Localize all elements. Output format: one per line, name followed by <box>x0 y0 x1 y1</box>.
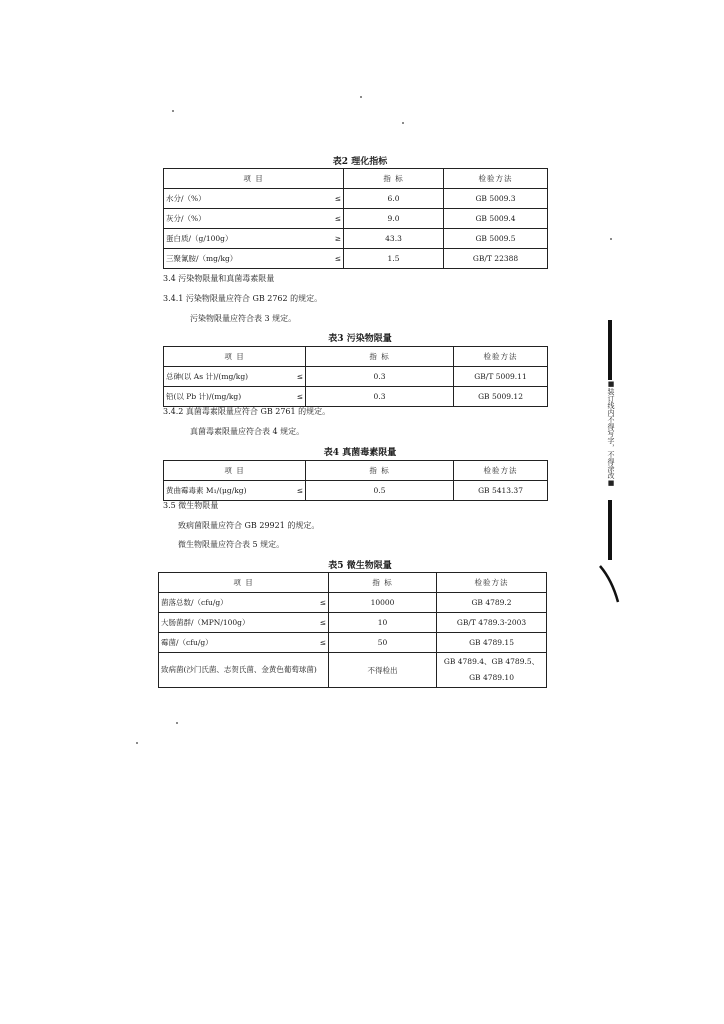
col-header-item: 项 目 <box>159 573 329 593</box>
row-value: 9.0 <box>344 209 444 229</box>
table-row <box>164 481 548 501</box>
row-item: 大肠菌群/（MPN/100g） <box>159 613 299 633</box>
row-method: GB 4789.4、GB 4789.5、GB 4789.10 <box>437 653 547 688</box>
row-item: 致病菌(沙门氏菌、志贺氏菌、金黄色葡萄球菌) <box>159 653 329 688</box>
row-item: 黄曲霉毒素 M₁/(μg/kg) <box>164 481 284 501</box>
section-3-4-1: 3.4.1 污染物限量应符合 GB 2762 的规定。 <box>163 294 323 303</box>
section-3-4-2-note: 真菌毒素限量应符合表 4 规定。 <box>190 427 305 436</box>
row-value: 不得检出 <box>329 653 437 688</box>
row-symbol: ≤ <box>314 209 344 229</box>
table-row <box>164 189 548 209</box>
row-method: GB 5009.3 <box>444 189 548 209</box>
col-header-method: 检验方法 <box>444 169 548 189</box>
scan-speck <box>610 238 612 240</box>
table-row <box>164 249 548 269</box>
row-item: 菌落总数/（cfu/g） <box>159 593 299 613</box>
table2-physicochemical <box>163 168 548 269</box>
section-3-4-1-note: 污染物限量应符合表 3 规定。 <box>190 314 297 323</box>
table2-caption: 表2 理化指标 <box>332 157 388 167</box>
row-method: GB/T 5009.11 <box>454 367 548 387</box>
row-item: 蛋白质/（g/100g） <box>164 229 314 249</box>
binding-bar-bottom <box>608 500 612 560</box>
row-symbol: ≤ <box>314 249 344 269</box>
row-method: GB/T 4789.3-2003 <box>437 613 547 633</box>
row-value: 0.3 <box>306 387 454 407</box>
row-symbol: ≤ <box>284 481 306 501</box>
row-method: GB 5009.4 <box>444 209 548 229</box>
row-symbol: ≤ <box>284 367 306 387</box>
col-header-index: 指 标 <box>306 461 454 481</box>
row-value: 0.5 <box>306 481 454 501</box>
binding-margin-text: ■装订线内不得写字，不得涂改■ <box>607 380 615 487</box>
table3-caption: 表3 污染物限量 <box>328 334 392 344</box>
row-value: 10 <box>329 613 437 633</box>
section-3-4-2: 3.4.2 真菌毒素限量应符合 GB 2761 的规定。 <box>163 407 331 416</box>
table-row <box>159 653 547 688</box>
table3-contaminants <box>163 346 548 407</box>
table-row <box>164 209 548 229</box>
row-item: 铅(以 Pb 计)/(mg/kg) <box>164 387 284 407</box>
row-value: 10000 <box>329 593 437 613</box>
table-row <box>164 367 548 387</box>
row-symbol: ≤ <box>299 593 329 613</box>
row-item: 总砷(以 As 计)/(mg/kg) <box>164 367 284 387</box>
col-header-item: 项 目 <box>164 461 306 481</box>
row-value: 50 <box>329 633 437 653</box>
table5-caption: 表5 微生物限量 <box>328 561 392 571</box>
col-header-method: 检验方法 <box>454 461 548 481</box>
row-item: 霉菌/（cfu/g） <box>159 633 299 653</box>
row-symbol: ≤ <box>314 189 344 209</box>
table4-caption: 表4 真菌毒素限量 <box>323 448 397 458</box>
row-item: 三聚氰胺/（mg/kg） <box>164 249 314 269</box>
row-value: 43.3 <box>344 229 444 249</box>
row-method: GB 5009.12 <box>454 387 548 407</box>
row-method: GB 5413.37 <box>454 481 548 501</box>
col-header-index: 指 标 <box>344 169 444 189</box>
scan-speck <box>402 122 404 124</box>
row-item: 水分/（%） <box>164 189 314 209</box>
scan-speck <box>360 96 362 98</box>
row-value: 1.5 <box>344 249 444 269</box>
row-item: 灰分/（%） <box>164 209 314 229</box>
col-header-index: 指 标 <box>329 573 437 593</box>
section-3-5-heading: 3.5 微生物限量 <box>163 501 219 510</box>
row-symbol: ≤ <box>284 387 306 407</box>
row-method: GB/T 22388 <box>444 249 548 269</box>
row-symbol: ≤ <box>299 633 329 653</box>
row-value: 6.0 <box>344 189 444 209</box>
table-row <box>159 633 547 653</box>
table-row <box>164 387 548 407</box>
row-symbol: ≤ <box>299 613 329 633</box>
col-header-index: 指 标 <box>306 347 454 367</box>
table4-mycotoxins <box>163 460 548 501</box>
col-header-item: 项 目 <box>164 347 306 367</box>
col-header-method: 检验方法 <box>454 347 548 367</box>
table-row <box>159 613 547 633</box>
scan-speck <box>172 110 174 112</box>
binding-bar-top <box>608 320 612 380</box>
section-3-5-note: 微生物限量应符合表 5 规定。 <box>178 540 285 549</box>
table-row <box>159 593 547 613</box>
row-method: GB 4789.2 <box>437 593 547 613</box>
section-3-4-heading: 3.4 污染物限量和真菌毒素限量 <box>163 274 275 283</box>
row-method: GB 4789.15 <box>437 633 547 653</box>
table-row <box>164 229 548 249</box>
col-header-item: 项 目 <box>164 169 344 189</box>
table5-microbial <box>158 572 547 688</box>
scan-artifact-mark <box>596 560 626 620</box>
section-3-5-pathogens: 致病菌限量应符合 GB 29921 的规定。 <box>178 521 320 530</box>
scan-speck <box>176 722 178 724</box>
col-header-method: 检验方法 <box>437 573 547 593</box>
scan-speck <box>136 742 138 744</box>
row-method: GB 5009.5 <box>444 229 548 249</box>
row-symbol: ≥ <box>314 229 344 249</box>
row-value: 0.3 <box>306 367 454 387</box>
